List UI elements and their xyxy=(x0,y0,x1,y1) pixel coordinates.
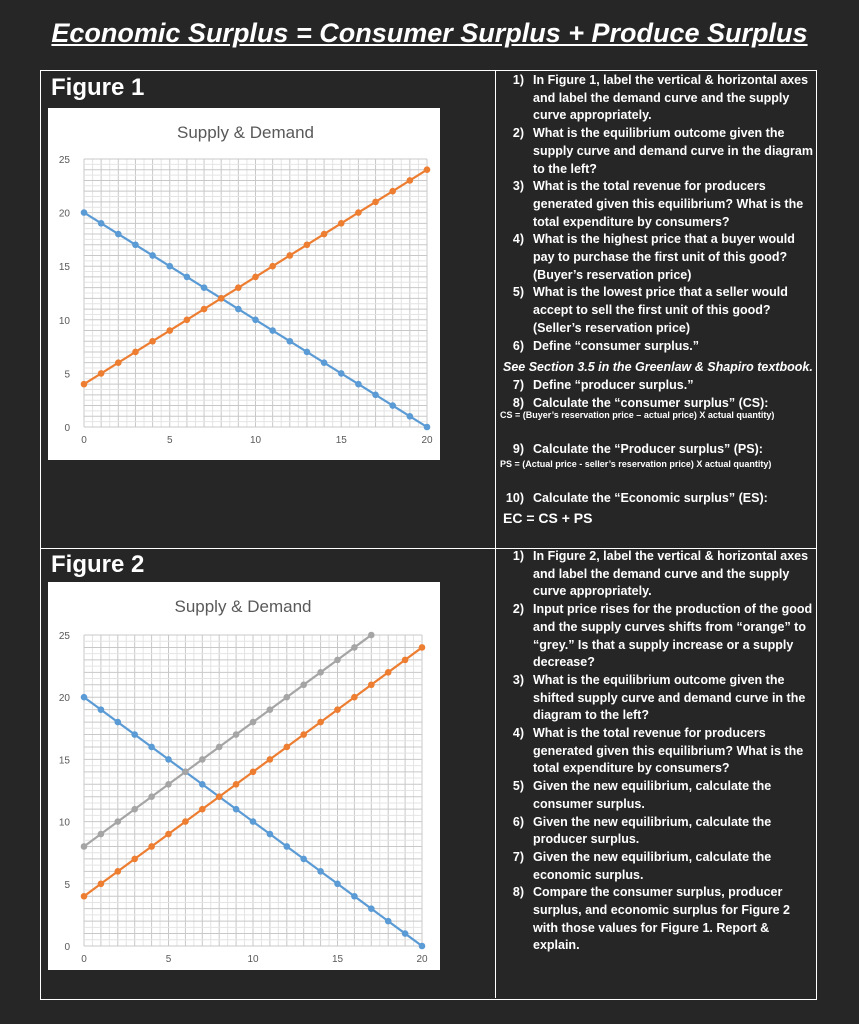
shifted_supply-point xyxy=(267,706,274,713)
shifted_supply-point xyxy=(300,681,307,688)
supply-point xyxy=(250,769,257,776)
demand-point xyxy=(250,818,257,825)
shifted_supply-point xyxy=(115,818,122,825)
shifted_supply-point xyxy=(131,806,138,813)
figure2-question: 3) What is the equilibrium outcome given the shifted supply curve and demand curve in the diagram to the left? xyxy=(512,672,806,723)
y-tick-label: 15 xyxy=(58,262,70,274)
demand-point xyxy=(131,731,138,738)
x-tick-label: 15 xyxy=(335,435,347,446)
demand-point xyxy=(385,918,392,925)
demand-point xyxy=(287,338,294,345)
demand-point xyxy=(389,402,396,409)
supply-point xyxy=(98,370,105,377)
supply-point xyxy=(199,806,206,813)
figure2-question: 8) Compare the consumer surplus, producer surplus, and economic surplus for Figure 2 with those values for Figure 1. Report & explain. xyxy=(512,885,790,953)
figure1-label: Figure 1 xyxy=(51,74,145,101)
chart-title: Supply & Demand xyxy=(174,597,312,616)
supply-point xyxy=(372,199,379,206)
figure2-question: 6) Given the new equilibrium, calculate the producer surplus. xyxy=(512,814,772,847)
supply-point xyxy=(300,731,307,738)
supply-point xyxy=(355,209,362,216)
supply-point xyxy=(149,338,156,345)
supply-point xyxy=(233,781,240,788)
supply-point xyxy=(81,381,88,388)
supply-point xyxy=(368,681,375,688)
demand-point xyxy=(166,263,173,270)
demand-point xyxy=(148,744,155,751)
supply-point xyxy=(351,694,358,701)
x-tick-label: 0 xyxy=(81,435,87,446)
y-tick-label: 10 xyxy=(58,817,70,829)
y-tick-label: 15 xyxy=(58,755,70,767)
supply-point xyxy=(216,793,223,800)
demand-point xyxy=(300,856,307,863)
x-tick-label: 10 xyxy=(247,954,259,965)
demand-point xyxy=(233,806,240,813)
demand-point xyxy=(407,413,414,420)
figure2-chart-panel xyxy=(48,582,440,970)
demand-point xyxy=(317,868,324,875)
supply-point xyxy=(385,669,392,676)
grid-divider-vertical xyxy=(495,70,496,998)
y-tick-label: 25 xyxy=(58,155,70,166)
y-tick-label: 5 xyxy=(64,369,70,381)
shifted_supply-point xyxy=(351,644,358,651)
ec-formula: EC = CS + PS xyxy=(503,510,593,526)
shifted_supply-point xyxy=(98,831,105,838)
supply-point xyxy=(81,893,88,900)
demand-point xyxy=(235,306,242,313)
supply-point xyxy=(389,188,396,195)
x-tick-label: 5 xyxy=(166,435,173,446)
supply-point xyxy=(98,881,105,888)
shifted_supply-point xyxy=(148,793,155,800)
figure1-question: 5) What is the lowest price that a seller would accept to sell the first unit of this good? (Seller’s reservation price) xyxy=(512,285,788,335)
cs-formula: CS = (Buyer’s reservation price – actual price) X actual quantity) xyxy=(500,410,775,420)
demand-point xyxy=(368,905,375,912)
demand-point xyxy=(269,327,276,334)
supply-point xyxy=(407,177,414,184)
demand-point xyxy=(419,943,426,950)
figure2-question: 1) In Figure 2, label the vertical & horizontal axes and label the demand curve and the supply curve appropriately. xyxy=(512,549,809,599)
demand-point xyxy=(132,241,139,248)
figure2-question: 7) Given the new equilibrium, calculate the economic surplus. xyxy=(512,849,772,882)
x-tick-label: 0 xyxy=(81,954,87,965)
y-tick-label: 10 xyxy=(58,315,70,327)
shifted_supply-point xyxy=(368,632,375,639)
page-title: Economic Surplus = Consumer Surplus + Produce Surplus xyxy=(51,18,808,48)
figure1-question: 2) What is the equilibrium outcome given the supply curve and demand curve in the diagram to the left? xyxy=(512,126,813,176)
shifted_supply-point xyxy=(317,669,324,676)
figure1-question: 9) Calculate the “Producer surplus” (PS): xyxy=(512,442,763,456)
demand-point xyxy=(81,694,88,701)
demand-point xyxy=(304,349,311,356)
demand-point xyxy=(284,843,291,850)
figure1-chart-panel xyxy=(48,108,440,460)
figure1-chart xyxy=(48,108,440,460)
supply-point xyxy=(252,274,259,281)
demand-point xyxy=(115,231,122,238)
supply-point xyxy=(284,744,291,751)
supply-point xyxy=(201,306,208,313)
demand-point xyxy=(149,252,156,259)
shifted_supply-point xyxy=(250,719,257,726)
shifted_supply-point xyxy=(165,781,172,788)
supply-point xyxy=(287,252,294,259)
demand-point xyxy=(201,284,208,291)
shifted_supply-point xyxy=(334,657,341,664)
shifted_supply-point xyxy=(233,731,240,738)
demand-point xyxy=(115,719,122,726)
shifted_supply-point xyxy=(199,756,206,763)
demand-point xyxy=(165,756,172,763)
supply-point xyxy=(317,719,324,726)
demand-point xyxy=(424,424,431,431)
supply-point xyxy=(165,831,172,838)
supply-point xyxy=(267,756,274,763)
supply-point xyxy=(321,231,328,238)
y-tick-label: 20 xyxy=(58,693,70,705)
demand-point xyxy=(402,930,409,937)
shifted_supply-point xyxy=(216,744,223,751)
demand-point xyxy=(98,706,105,713)
supply-point xyxy=(115,359,122,366)
demand-point xyxy=(351,893,358,900)
demand-point xyxy=(355,381,362,388)
supply-point xyxy=(182,818,189,825)
chart-title: Supply & Demand xyxy=(176,123,315,142)
supply-point xyxy=(269,263,276,270)
supply-point xyxy=(424,166,431,173)
ps-formula: PS = (Actual price - seller’s reservation price) X actual quantity) xyxy=(500,459,772,469)
demand-point xyxy=(199,781,206,788)
y-tick-label: 25 xyxy=(58,631,70,642)
demand-point xyxy=(334,881,341,888)
demand-point xyxy=(321,359,328,366)
figure1-question: 3) What is the total revenue for producers generated given this equilibrium? What is the total expenditure by consumers? xyxy=(512,179,804,229)
supply-point xyxy=(402,657,409,664)
demand-point xyxy=(338,370,345,377)
x-tick-label: 15 xyxy=(331,954,344,965)
supply-point xyxy=(132,349,139,356)
figure1-question-10 xyxy=(500,490,818,508)
figure1-question: 1) In Figure 1, label the vertical & horizontal axes and label the demand curve and the supply curve appropriately. xyxy=(512,73,809,123)
demand-point xyxy=(81,209,88,216)
x-tick-label: 20 xyxy=(421,435,433,446)
x-tick-label: 10 xyxy=(249,435,262,446)
figure1-question-list-continued xyxy=(500,377,818,412)
demand-point xyxy=(184,274,191,281)
demand-point xyxy=(98,220,105,227)
supply-point xyxy=(166,327,173,334)
supply-point xyxy=(184,317,191,324)
textbook-note: See Section 3.5 in the Greenlaw & Shapiro textbook. xyxy=(503,360,813,374)
y-tick-label: 0 xyxy=(64,423,70,434)
supply-point xyxy=(235,284,242,291)
figure1-question-9 xyxy=(500,441,818,459)
figure1-question: 7) Define “producer surplus.” xyxy=(512,378,694,392)
figure2-question-list xyxy=(500,548,818,955)
supply-point xyxy=(218,295,225,302)
supply-point xyxy=(304,241,311,248)
figure2-question: 2) Input price rises for the production of the good and the supply curves shifts from “orange” to “grey.” Is that a supply increase or a supply decrease? xyxy=(512,602,813,670)
supply-point xyxy=(338,220,345,227)
demand-point xyxy=(372,392,379,399)
x-tick-label: 5 xyxy=(165,954,172,965)
shifted_supply-point xyxy=(284,694,291,701)
shifted_supply-point xyxy=(81,843,88,850)
figure1-question: 10) Calculate the “Economic surplus” (ES): xyxy=(505,491,768,505)
y-tick-label: 0 xyxy=(64,942,70,953)
figure2-question: 5) Given the new equilibrium, calculate the consumer surplus. xyxy=(512,779,772,811)
supply-point xyxy=(334,706,341,713)
figure2-question: 4) What is the total revenue for producers generated given this equilibrium? What is the total expenditure by consumers? xyxy=(512,726,804,776)
figure1-question-list xyxy=(500,72,818,355)
supply-point xyxy=(131,856,138,863)
figure1-question: 4) What is the highest price that a buyer would pay to purchase the first unit of this good? (Buyer’s reservation price) xyxy=(512,232,795,282)
figure2-label: Figure 2 xyxy=(51,551,145,578)
supply-point xyxy=(148,843,155,850)
x-tick-label: 20 xyxy=(416,954,428,965)
shifted_supply-point xyxy=(182,769,189,776)
demand-point xyxy=(267,831,274,838)
figure1-question: 6) Define “consumer surplus.” xyxy=(512,338,700,353)
supply-point xyxy=(419,644,426,651)
supply-point xyxy=(115,868,122,875)
figure1-question: 8) Calculate the “consumer surplus” (CS): xyxy=(512,395,769,410)
demand-point xyxy=(252,317,259,324)
y-tick-label: 20 xyxy=(58,208,70,220)
y-tick-label: 5 xyxy=(64,879,70,891)
figure2-chart xyxy=(48,582,440,970)
